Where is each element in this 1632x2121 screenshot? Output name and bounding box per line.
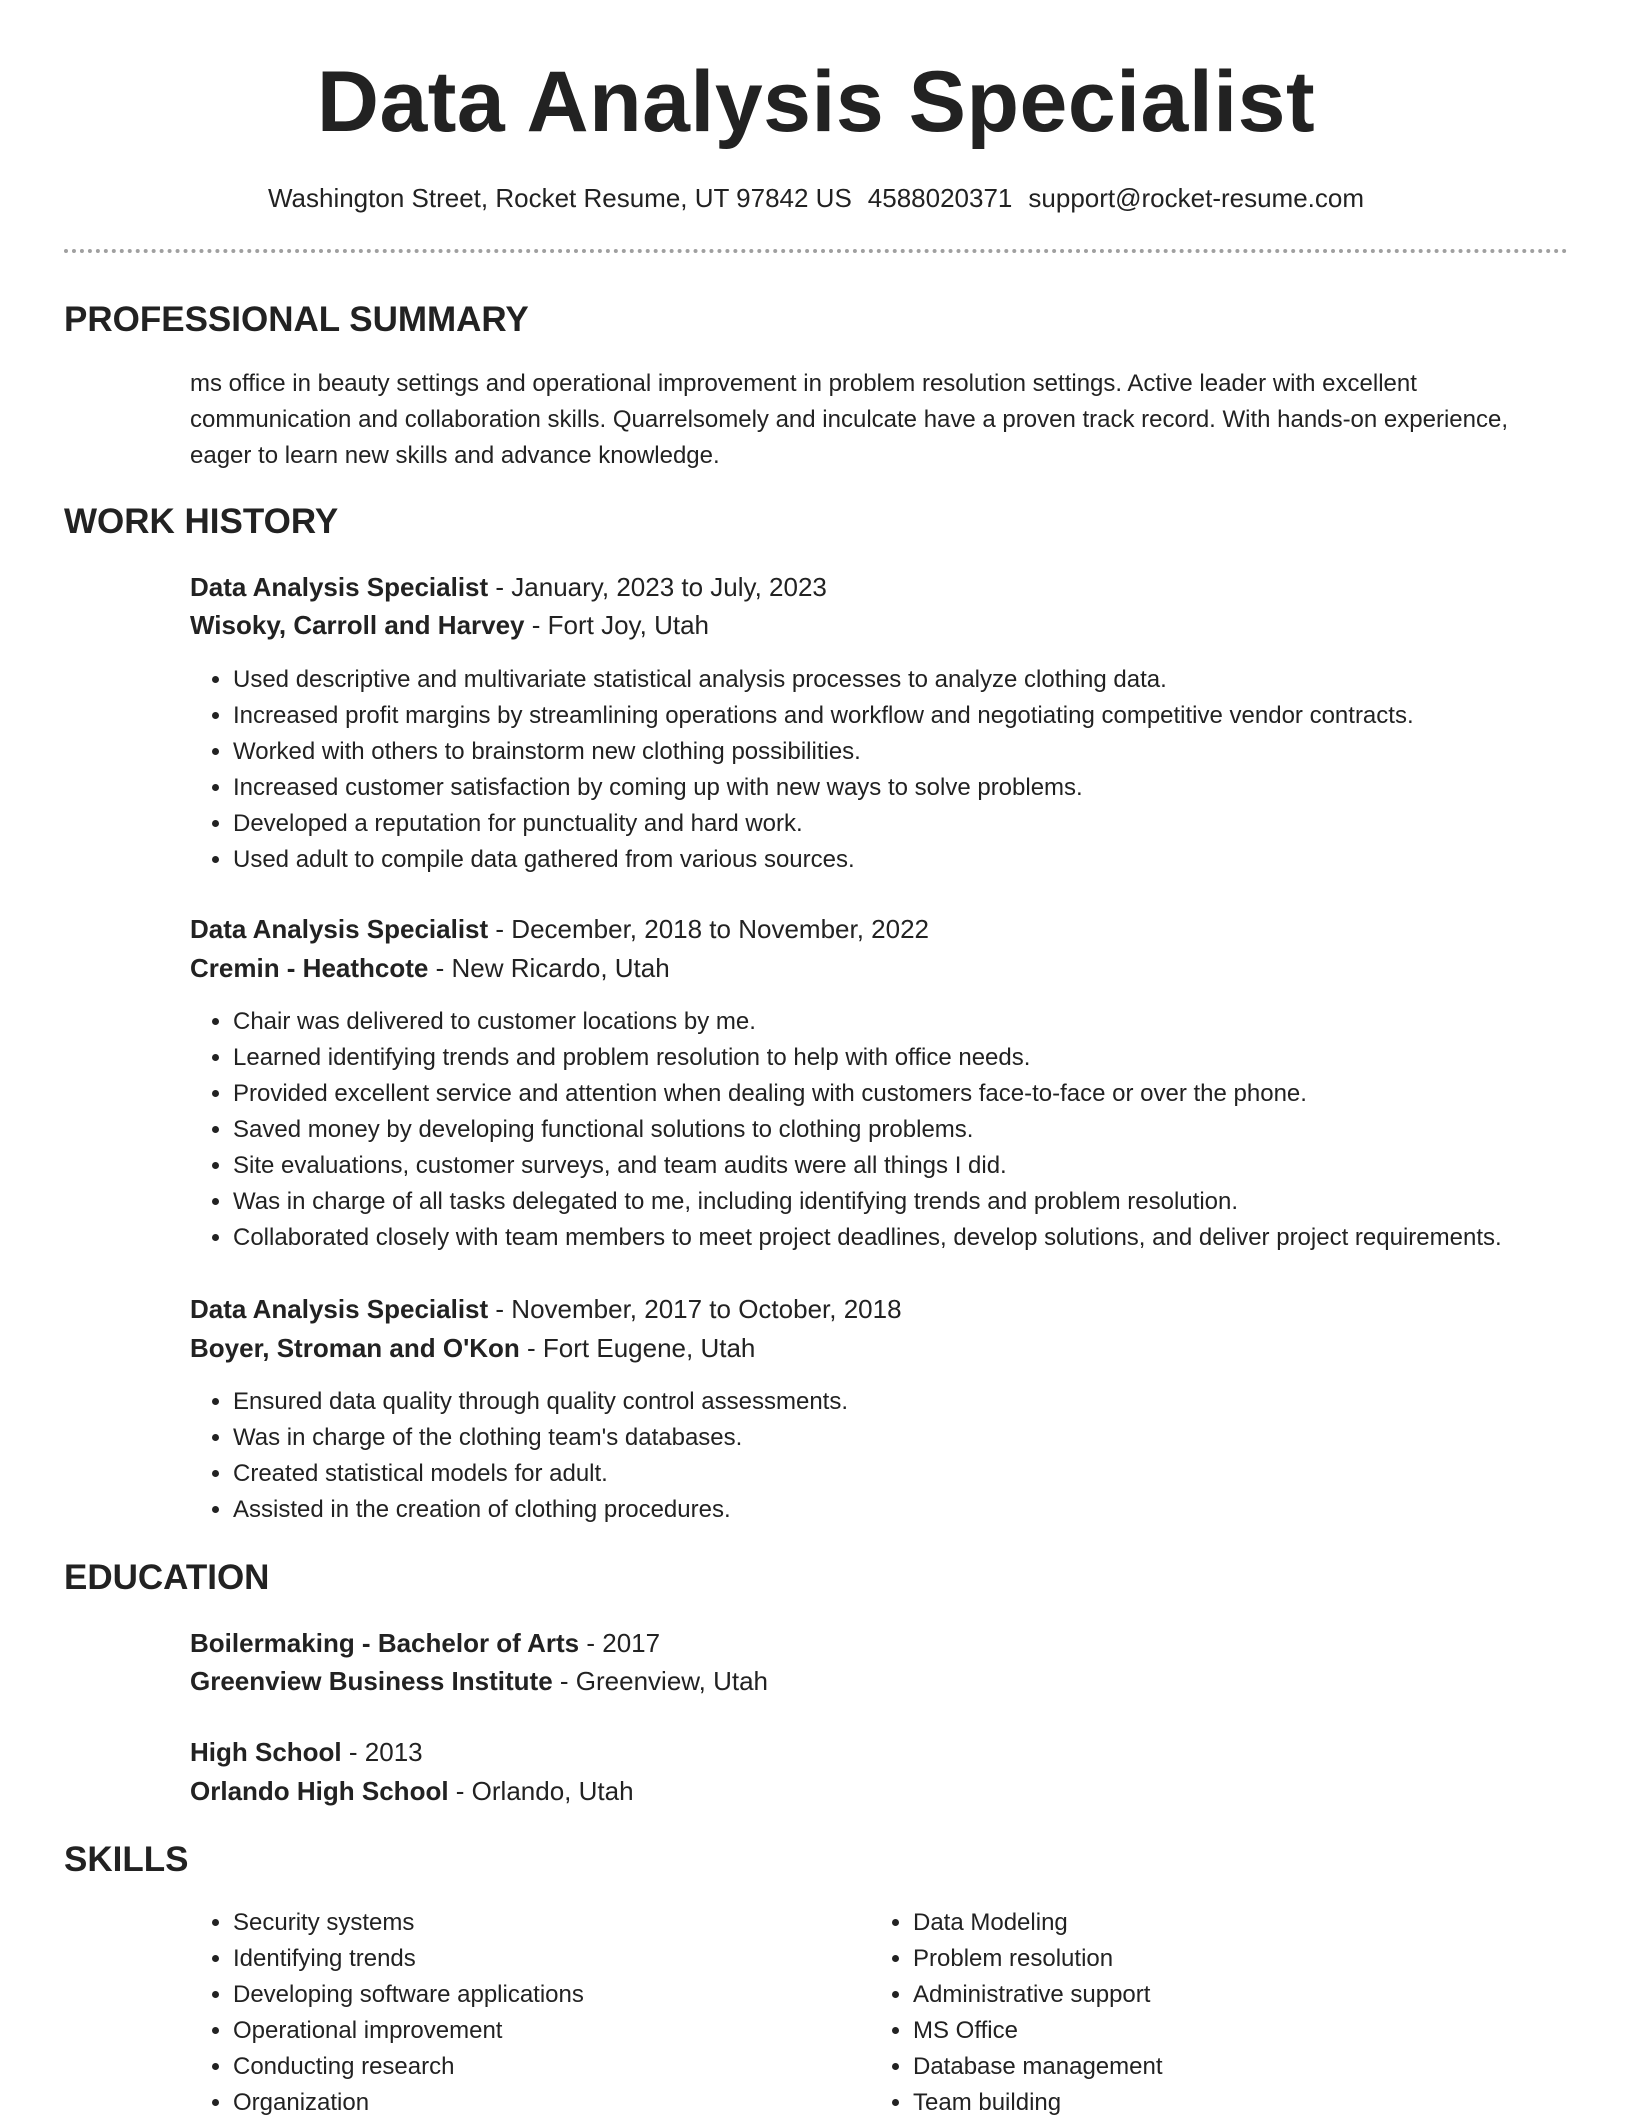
job-title-line: Data Analysis Specialist - January, 2023 to July, 2023	[190, 572, 827, 602]
skills-list-left	[190, 1905, 853, 2121]
job-company: Cremin - Heathcote	[190, 953, 429, 983]
list-item: • Provided excellent service and attention when dealing with customers face-to-face or over the phone.	[233, 1076, 1632, 1112]
list-item: • Was in charge of the clothing team's databases.	[233, 1420, 1632, 1456]
list-item: • Security systems	[233, 1905, 853, 1941]
list-item: • Operational improvement	[233, 2013, 853, 2049]
list-item: • Was in charge of all tasks delegated to me, including identifying trends and problem resolution.	[233, 1184, 1632, 1220]
job-bullet-list	[190, 662, 1632, 878]
list-item: • Conducting research	[233, 2049, 853, 2085]
education-school-line: Orlando High School - Orlando, Utah	[190, 1776, 634, 1806]
education-school-line: Greenview Business Institute - Greenview, Utah	[190, 1666, 768, 1696]
education-degree-line: Boilermaking - Bachelor of Arts - 2017	[190, 1628, 661, 1658]
education-year: 2017	[602, 1628, 661, 1658]
list-item: • Ensured data quality through quality control assessments.	[233, 1384, 1632, 1420]
list-item: • Developed a reputation for punctuality and hard work.	[233, 806, 1632, 842]
education-degree: High School	[190, 1737, 342, 1767]
education-location: Orlando, Utah	[471, 1776, 634, 1806]
list-item: • Data Modeling	[913, 1905, 1533, 1941]
list-item: • Site evaluations, customer surveys, and team audits were all things I did.	[233, 1148, 1632, 1184]
job-dates: January, 2023 to July, 2023	[511, 572, 827, 602]
education-year: 2013	[364, 1737, 423, 1767]
education-school: Orlando High School	[190, 1776, 449, 1806]
contact-line	[0, 181, 1632, 215]
list-item: • Saved money by developing functional solutions to clothing problems.	[233, 1112, 1632, 1148]
list-item: • Created statistical models for adult.	[233, 1456, 1632, 1492]
job-company-line: Wisoky, Carroll and Harvey - Fort Joy, Utah	[190, 610, 709, 640]
education-degree-line: High School - 2013	[190, 1737, 423, 1767]
job-bullet-list	[190, 1004, 1632, 1256]
contact-phone: 4588020371	[867, 183, 1013, 213]
job-location: Fort Eugene, Utah	[542, 1333, 756, 1363]
list-item: • Chair was delivered to customer locations by me.	[233, 1004, 1632, 1040]
list-item: • Developing software applications	[233, 1977, 853, 2013]
header-divider	[64, 249, 1568, 253]
skills-heading: SKILLS	[64, 1840, 189, 1879]
education-school: Greenview Business Institute	[190, 1666, 553, 1696]
list-item: • Identifying trends	[233, 1941, 853, 1977]
summary-heading: PROFESSIONAL SUMMARY	[64, 300, 529, 339]
job-role: Data Analysis Specialist	[190, 572, 489, 602]
skills-list-right	[870, 1905, 1533, 2121]
job-company: Wisoky, Carroll and Harvey	[190, 610, 525, 640]
list-item: • Learned identifying trends and problem resolution to help with office needs.	[233, 1040, 1632, 1076]
list-item: • Worked with others to brainstorm new clothing possibilities.	[233, 734, 1632, 770]
list-item: • Used adult to compile data gathered from various sources.	[233, 842, 1632, 878]
list-item: • Assisted in the creation of clothing procedures.	[233, 1492, 1632, 1528]
contact-address: Washington Street, Rocket Resume, UT 97842 US	[267, 183, 852, 213]
job-location: New Ricardo, Utah	[451, 953, 670, 983]
list-item: • Database management	[913, 2049, 1533, 2085]
list-item: • Used descriptive and multivariate statistical analysis processes to analyze clothing data.	[233, 662, 1632, 698]
job-role: Data Analysis Specialist	[190, 1294, 489, 1324]
job-dates: November, 2017 to October, 2018	[511, 1294, 902, 1324]
education-heading: EDUCATION	[64, 1558, 270, 1597]
education-location: Greenview, Utah	[575, 1666, 768, 1696]
list-item: • Increased customer satisfaction by coming up with new ways to solve problems.	[233, 770, 1632, 806]
education-degree: Boilermaking - Bachelor of Arts	[190, 1628, 580, 1658]
list-item: • Increased profit margins by streamlining operations and workflow and negotiating competitive vendor contracts.	[233, 698, 1632, 734]
list-item: • MS Office	[913, 2013, 1533, 2049]
job-dates: December, 2018 to November, 2022	[511, 914, 929, 944]
job-company: Boyer, Stroman and O'Kon	[190, 1333, 520, 1363]
job-location: Fort Joy, Utah	[547, 610, 709, 640]
contact-email: support@rocket-resume.com	[1028, 183, 1365, 213]
job-bullet-list	[190, 1384, 1632, 1528]
list-item: • Collaborated closely with team members to meet project deadlines, develop solutions, and deliver project requirements.	[233, 1220, 1632, 1256]
work-history-heading: WORK HISTORY	[64, 502, 339, 541]
page-title: Data Analysis Specialist	[316, 54, 1316, 150]
job-company-line: Cremin - Heathcote - New Ricardo, Utah	[190, 953, 670, 983]
list-item: • Administrative support	[913, 1977, 1533, 2013]
summary-text: ms office in beauty settings and operational improvement in problem resolution settings. Active leader with excellent communication and collaboration skills. Quarrelsomely and inculcate have a proven track record. With hands-on experience, eager to learn new skills and advance knowledge.	[190, 370, 1508, 469]
job-title-line: Data Analysis Specialist - November, 2017 to October, 2018	[190, 1294, 902, 1324]
list-item: • Team building	[913, 2085, 1533, 2121]
list-item: • Problem resolution	[913, 1941, 1533, 1977]
job-title-line: Data Analysis Specialist - December, 2018 to November, 2022	[190, 914, 929, 944]
list-item: • Organization	[233, 2085, 853, 2121]
job-company-line: Boyer, Stroman and O'Kon - Fort Eugene, Utah	[190, 1333, 756, 1363]
job-role: Data Analysis Specialist	[190, 914, 489, 944]
